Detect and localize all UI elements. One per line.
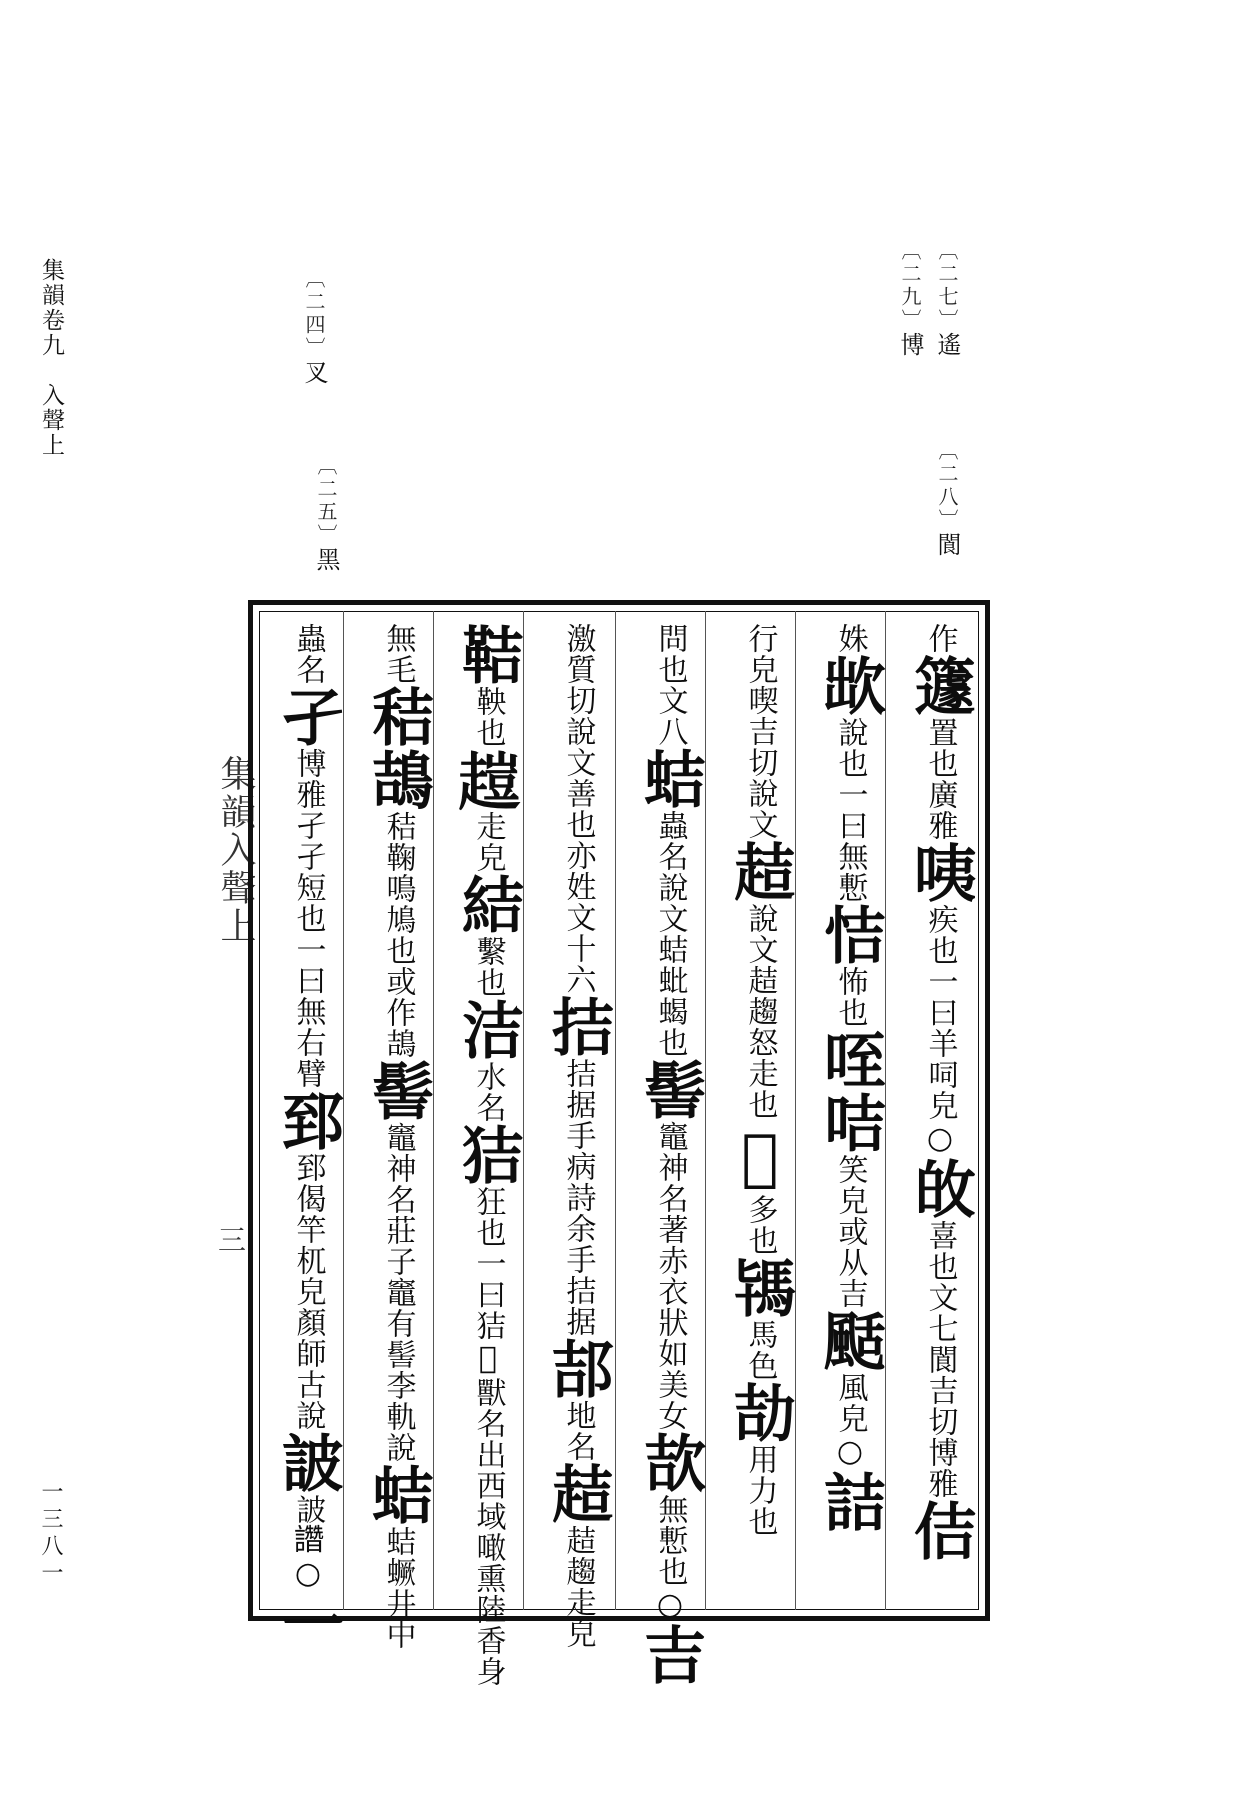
note-marker: 〔二四〕: [302, 268, 326, 360]
collation-note-29: [898, 240, 922, 359]
headword: 一: [271, 1592, 345, 1655]
page-number: 一三八一: [38, 1480, 63, 1588]
collation-note-28: [935, 440, 959, 559]
gloss-text: 郅偈竿杌皃顏師古說: [290, 1152, 326, 1431]
note-marker: 〔二七〕: [935, 240, 959, 332]
text-column-5: [541, 623, 615, 1649]
headword: 秸: [361, 685, 435, 748]
gloss-text: ○: [832, 1434, 868, 1470]
gloss-text: 拮据手病詩余手拮据: [560, 1058, 596, 1337]
text-column-4: [633, 623, 707, 1686]
headword: 颳: [813, 1309, 887, 1372]
note-marker: 〔二九〕: [898, 240, 922, 332]
gloss-text: 繫也: [470, 936, 506, 998]
fold-title: 集韻入聲上: [215, 755, 256, 945]
note-marker: 〔二五〕: [314, 455, 338, 547]
gloss-text: 姝: [832, 623, 868, 654]
collation-note-24: [302, 268, 326, 387]
headword: 咭: [813, 1091, 887, 1154]
headword: 鞊: [451, 623, 525, 686]
gloss-text: 地名: [560, 1400, 596, 1462]
gloss-text: 疾也一曰羊呞皃: [922, 904, 958, 1121]
collation-note-25: [314, 455, 338, 574]
gloss-text: 水名: [470, 1061, 506, 1123]
headword: 籧: [903, 654, 977, 717]
gloss-text: 喜也文七閬吉切博雅: [922, 1220, 958, 1499]
headword: 佶: [903, 1499, 977, 1562]
fold-leaf-number: 三: [214, 1225, 247, 1253]
headword: 恄: [813, 903, 887, 966]
headword: 劼: [723, 1381, 797, 1444]
gloss-text: ○: [922, 1121, 958, 1157]
text-column-6: [451, 623, 525, 1687]
gloss-text: 竈神名莊子竈有髻李軌說: [380, 1122, 416, 1463]
headword: 髻: [633, 1058, 707, 1121]
text-column-2: [813, 623, 887, 1533]
headword: 欪: [813, 654, 887, 717]
note-text: 博: [896, 332, 924, 359]
note-marker: 〔二八〕: [935, 440, 959, 532]
gloss-text: 狂也一曰狤𤠨獸名出西域噉熏陸香身: [470, 1186, 506, 1687]
gloss-text: 說文趌趨怒走也: [742, 903, 778, 1120]
text-column-7: [361, 623, 435, 1650]
gloss-text: 無毛: [380, 623, 416, 685]
headword: 吉: [633, 1623, 707, 1686]
gloss-text: 作: [922, 623, 958, 654]
gloss-text: ○: [290, 1556, 326, 1592]
headword: 詰: [813, 1470, 887, 1533]
gloss-text: 笑皃或从吉: [832, 1154, 868, 1309]
headword: 郅: [271, 1089, 345, 1152]
headword: 拮: [541, 995, 615, 1058]
gloss-text: 說也一曰無慙: [832, 717, 868, 903]
gloss-text: 詖𧮂: [290, 1494, 326, 1556]
text-column-8: [271, 623, 345, 1655]
gloss-text: 竈神名著赤衣狀如美女: [652, 1121, 688, 1431]
gloss-text: 蛣蟩井中: [380, 1526, 416, 1650]
headword: 𧽊: [451, 748, 525, 811]
headword: 郆: [541, 1337, 615, 1400]
headword: 結: [451, 873, 525, 936]
headword: 趌: [541, 1462, 615, 1525]
headword: 孑: [271, 685, 345, 748]
collation-note-27: [935, 240, 959, 359]
note-text: 閬: [933, 532, 961, 559]
gloss-text: 怖也: [832, 966, 868, 1028]
gloss-text: 無慙也: [652, 1494, 688, 1587]
gloss-text: 喫吉切說文: [742, 685, 778, 840]
gloss-text: 馬色: [742, 1319, 778, 1381]
headword: 鴶: [361, 748, 435, 811]
note-text: 叉: [300, 360, 328, 387]
headword: 髻: [361, 1059, 435, 1122]
gloss-text: 置也廣雅: [922, 717, 958, 841]
gloss-text: 博雅孑孑短也一曰無右臂: [290, 748, 326, 1089]
headword: 駂: [723, 1256, 797, 1319]
gloss-text: 秸鞠鳴鳩也或作鴶: [380, 811, 416, 1059]
gloss-text: 問也文八: [652, 623, 688, 747]
text-column-1: [903, 623, 977, 1562]
gloss-text: 用力也: [742, 1444, 778, 1537]
gloss-text: 風皃: [832, 1372, 868, 1434]
note-text: 黑: [312, 547, 340, 574]
headword: 咥: [813, 1028, 887, 1091]
headword: 蛣: [633, 747, 707, 810]
headword: 狤: [451, 1123, 525, 1186]
print-frame: [248, 600, 990, 1687]
gloss-text: 多也: [742, 1194, 778, 1256]
gloss-text: 走皃: [470, 811, 506, 873]
gloss-text: 激質切說文善也亦姓文十六: [560, 623, 596, 995]
headword: 敀: [903, 1157, 977, 1220]
headword: 趌: [723, 840, 797, 903]
headword: 洁: [451, 998, 525, 1061]
headword: 𧫷: [723, 1120, 797, 1194]
gloss-text: 蟲名: [290, 623, 326, 685]
gloss-text: 趌趨走皃: [560, 1525, 596, 1649]
headword: 咦: [903, 841, 977, 904]
gloss-text: 行皃: [742, 623, 778, 685]
running-header: 集韻卷九 入聲上: [38, 258, 64, 458]
gloss-text: 蟲名說文蛣蚍蝎也: [652, 810, 688, 1058]
gloss-text: 鞅也: [470, 686, 506, 748]
text-column-3: [723, 623, 797, 1537]
column-rule: [795, 611, 796, 1610]
headword: 詖: [271, 1431, 345, 1494]
column-rule: [615, 611, 616, 1610]
headword: 蛣: [361, 1463, 435, 1526]
note-text: 遙: [933, 332, 961, 359]
headword: 欯: [633, 1431, 707, 1494]
gloss-text: ○: [652, 1587, 688, 1623]
